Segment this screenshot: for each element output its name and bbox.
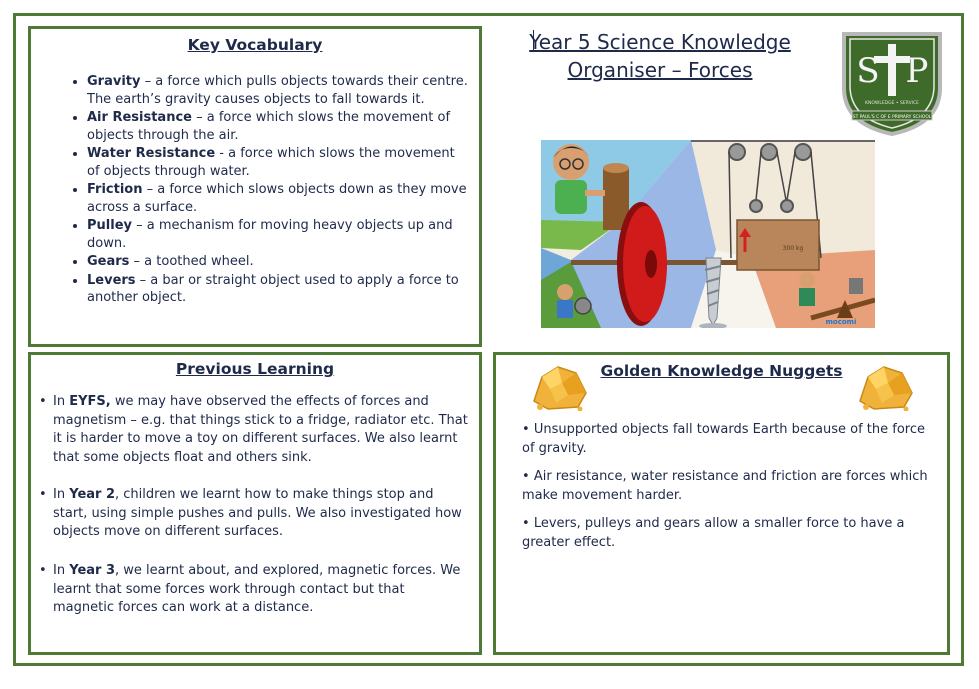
bullet-icon: • (39, 487, 47, 502)
vocab-item: • Gears – a toothed wheel. (87, 253, 471, 271)
nugget-item: • Levers, pulleys and gears allow a smaller force to have a greater effect. (522, 516, 905, 550)
previous-learning-item: • In Year 2, children we learnt how to make things stop and start, using simple pushes and pulls. We also investigated how objects move on different surfaces. (39, 487, 462, 539)
nugget-item: • Unsupported objects fall towards Earth because of the force of gravity. (522, 422, 926, 456)
bullet-icon: • (522, 469, 534, 484)
bullet-icon: • (522, 516, 534, 531)
logo-motto: KNOWLEDGE • SERVICE (865, 101, 919, 106)
previous-learning-item: • In Year 3, we learnt about, and explored, magnetic forces. We learnt that some forces work through contact but that magnetic forces can work at a distance. (39, 563, 461, 615)
page-title (515, 28, 805, 84)
golden-nuggets-panel (493, 352, 950, 655)
school-logo-shield (838, 26, 946, 138)
vocab-item: • Pulley – a mechanism for moving heavy objects up and down. (87, 217, 471, 252)
vocab-item: • Friction – a force which slows objects down as they move across a surface. (87, 181, 471, 216)
nugget-item: • Air resistance, water resistance and friction are forces which make movement harder. (522, 469, 928, 503)
forces-illustration (541, 140, 875, 328)
bullet-icon: • (39, 563, 47, 578)
illustration-brand: mocomi (825, 318, 857, 326)
bullet-icon: • (39, 394, 47, 409)
title-line-1: Year 5 Science Knowledge (529, 30, 791, 54)
vocab-item: • Gravity – a force which pulls objects towards their centre. The earth’s gravity causes objects to fall towards it. (87, 73, 471, 108)
gold-nugget-icon (528, 363, 590, 411)
previous-learning-item: • In EYFS, we may have observed the effects of forces and magnetism – e.g. that things stick to a fridge, radiator etc. That it is harder to move a toy on different surfaces. We also learnt that some objects float and others sink. (39, 394, 468, 465)
key-vocabulary-heading: Key Vocabulary (187, 36, 323, 54)
box-weight-label: 300 kg (782, 245, 804, 252)
gold-nugget-icon (854, 363, 916, 411)
previous-learning-heading: Previous Learning (175, 360, 335, 378)
vocab-item: • Levers – a bar or straight object used to apply a force to another object. (87, 272, 471, 307)
key-vocabulary-panel (28, 26, 482, 347)
golden-nuggets-heading: Golden Knowledge Nuggets (600, 362, 843, 380)
vocab-item: • Air Resistance – a force which slows the movement of objects through the air. (87, 109, 471, 144)
logo-letter-s: S (856, 51, 880, 91)
vocab-item: • Water Resistance - a force which slows the movement of objects through water. (87, 145, 471, 180)
logo-letter-p: P (905, 51, 929, 91)
bullet-icon: • (522, 422, 534, 437)
vocabulary-list (49, 73, 471, 308)
logo-school-name: ST PAUL'S C OF E PRIMARY SCHOOL (852, 115, 932, 120)
previous-learning-panel (28, 352, 482, 655)
title-line-2: Organiser – Forces (567, 58, 753, 82)
